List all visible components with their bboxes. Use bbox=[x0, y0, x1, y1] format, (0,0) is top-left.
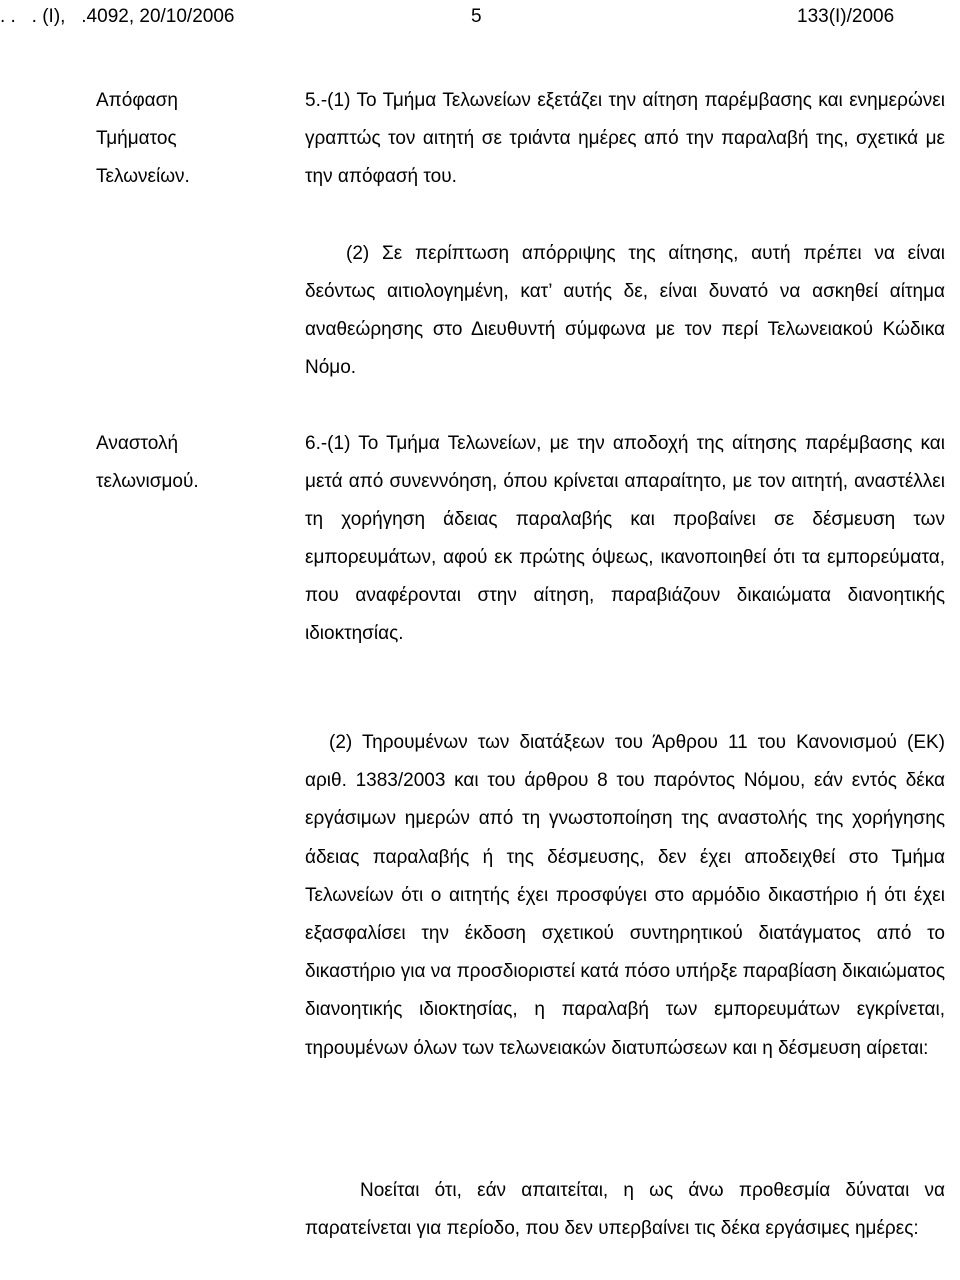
margin-note-line: Τμήματος bbox=[96, 128, 177, 149]
margin-note-line: τελωνισμού. bbox=[96, 471, 199, 492]
margin-note-line: Τελωνείων. bbox=[96, 166, 190, 187]
margin-note-line: Αναστολή bbox=[96, 433, 179, 454]
section6-proviso: Νοείται ότι, εάν απαιτείται, η ως άνω προθεσμία δύναται να παρατείνεται για περίοδο, που δεν υπερβαίνει τις δέκα εργάσιμες ημέρες: bbox=[305, 1180, 945, 1239]
section6-paragraph1: 6.-(1) Το Τμήμα Τελωνείων, με την αποδοχή της αίτησης παρέμβασης και μετά από συνεννόηση, όπου κρίνεται απαραίτητο, με τον αιτητή, αναστέλλει τη χορήγηση άδειας παραλαβής και προβαίνει σε δέσμευση των εμπορευμάτων, αφού εκ πρώτης όψεως, ικανοποιηθεί ότι τα εμπορεύματα, που αναφέρονται στην αίτηση, παραβιάζουν δικαιώματα διανοητικής ιδιοκτησίας. bbox=[305, 433, 945, 644]
margin-note-section6 bbox=[96, 425, 276, 501]
page-header bbox=[0, 0, 960, 34]
margin-note-line: Απόφαση bbox=[96, 90, 178, 111]
gazette-reference: . . . (Ι), .4092, 20/10/2006 bbox=[0, 6, 235, 27]
margin-note-section5 bbox=[96, 82, 276, 196]
section6-paragraph2: (2) Τηρουμένων των διατάξεων του Άρθρου 11 του Κανονισμού (ΕΚ) αριθ. 1383/2003 και του άρθρου 8 του παρόντος Νόμου, εάν εντός δέκα εργάσιμων ημερών από τη γνωστοποίηση της αναστολής της χορήγησης άδειας παραλαβής ή της δέσμευσης, δεν έχει αποδειχθεί στο Τμήμα Τελωνείων ότι ο αιτητής έχει προσφύγει στο αρμόδιο δικαστήριο ή ότι έχει εξασφαλίσει την έκδοση σχετικού συντηρητικού διατάγματος από το δικαστήριο για να προσδιοριστεί κατά πόσο υπήρξε παραβίαση δικαιώματος διανοητικής ιδιοκτησίας, η παραλαβή των εμπορευμάτων εγκρίνεται, τηρουμένων όλων των τελωνειακών διατυπώσεων και η δέσμευση αίρεται: bbox=[305, 732, 945, 1059]
section5-paragraph1: 5.-(1) Το Τμήμα Τελωνείων εξετάζει την αίτηση παρέμβασης και ενημερώνει γραπτώς τον αιτητή σε τριάντα ημέρες από την παραλαβή της, σχετικά με την απόφασή του. bbox=[305, 90, 945, 187]
page-number: 5 bbox=[471, 6, 482, 27]
law-number: 133(Ι)/2006 bbox=[797, 6, 895, 27]
section5-paragraph2: (2) Σε περίπτωση απόρριψης της αίτησης, αυτή πρέπει να είναι δεόντως αιτιολογημένη, κατ’ αυτής δε, είναι δυνατό να ασκηθεί αίτημα αναθεώρησης στο Διευθυντή σύμφωνα με τον περί Τελωνειακού Κώδικα Νόμο. bbox=[305, 243, 945, 378]
